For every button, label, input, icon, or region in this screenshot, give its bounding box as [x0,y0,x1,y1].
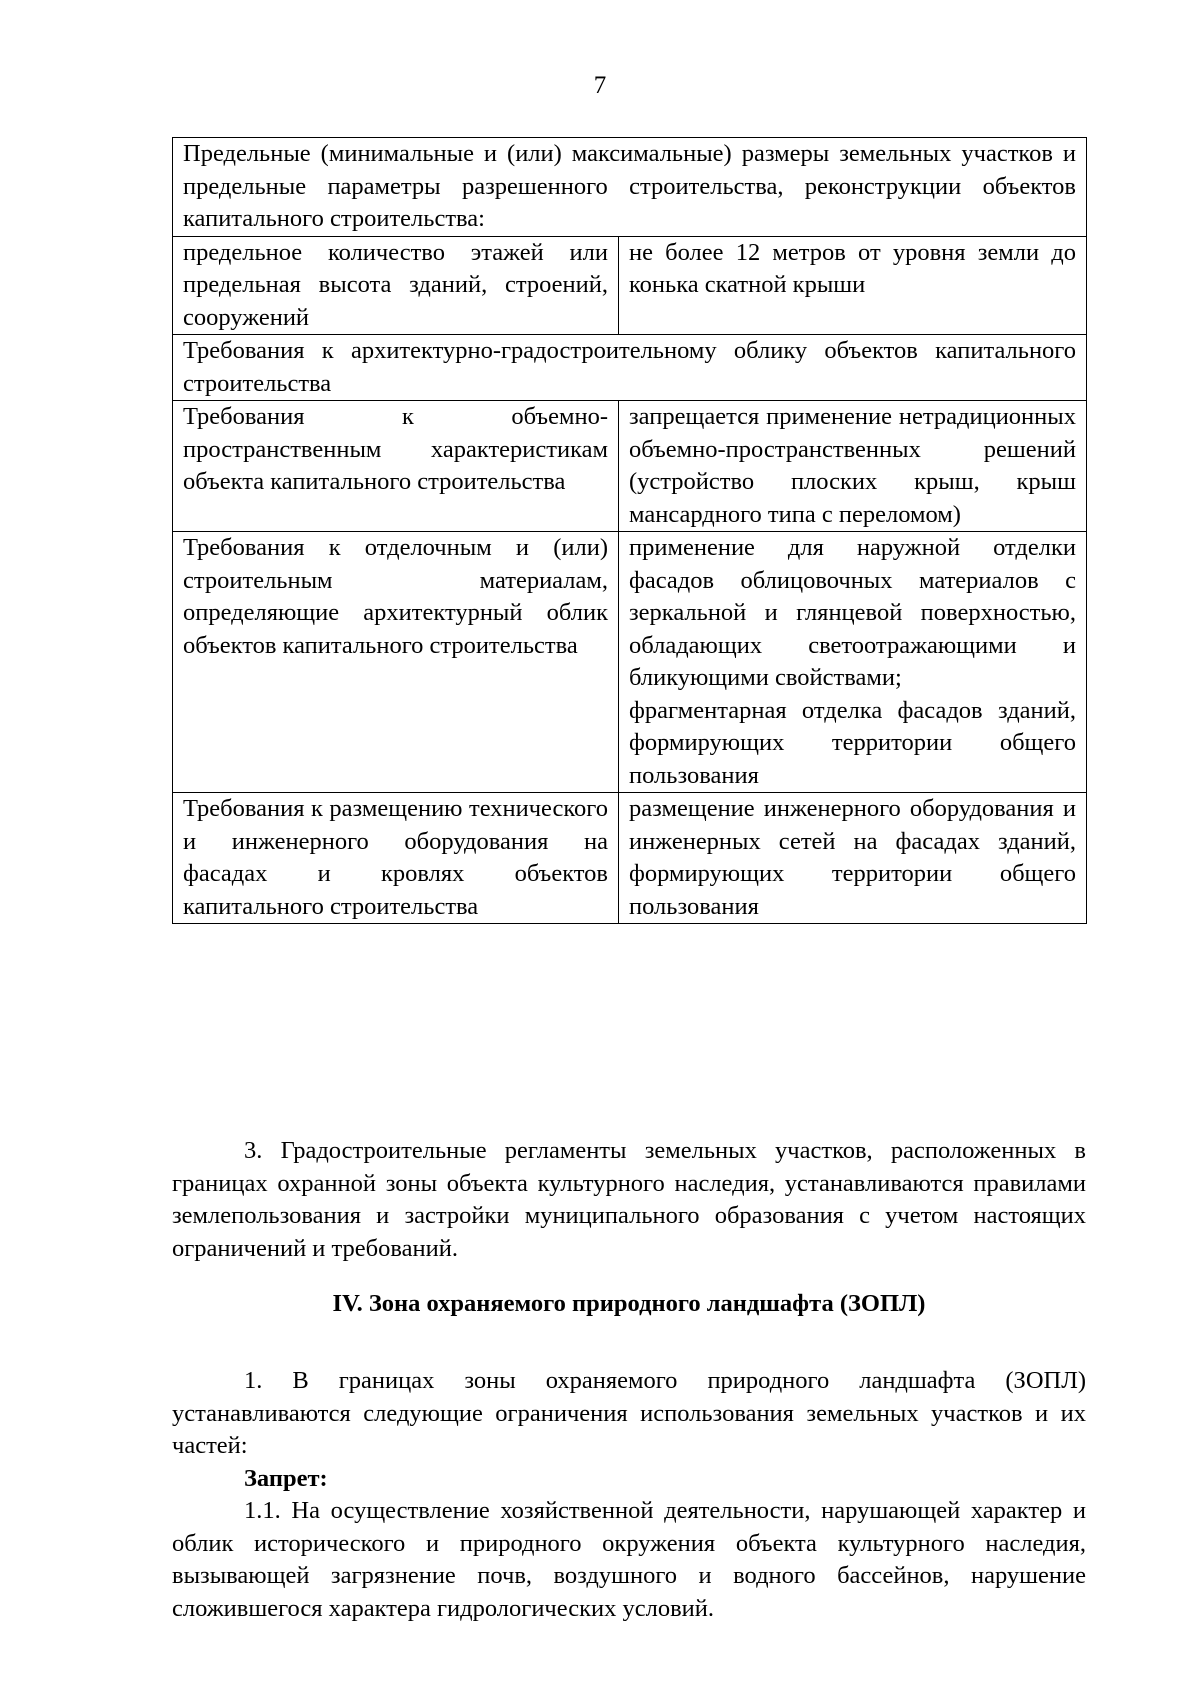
table-header-cell: Предельные (минимальные и (или) максимальные) размеры земельных участков и предельные параметры разрешенного строительства, реконструкции объектов капитального строительства: [173,138,1087,237]
paragraph-1-1: 1.1. На осуществление хозяйственной деятельности, нарушающей характер и облик исторического и природного окружения объекта культурного наследия, вызывающей загрязнение почв, воздушного и водного бассейнов, нарушение сложившегося характера гидрологических условий. [172,1497,1086,1622]
table-cell: запрещается применение нетрадиционных объемно-пространственных решений (устройство плоских крыш, крыш мансардного типа с переломом) [619,401,1087,532]
section-iv-content [172,1365,1086,1625]
paragraph-1: 1. В границах зоны охраняемого природного ландшафта (ЗОПЛ) устанавливаются следующие ограничения использования земельных участков и их частей: [172,1367,1086,1459]
table-cell: предельное количество этажей или предельная высота зданий, строений, сооружений [173,236,619,335]
table-cell: Требования к размещению технического и инженерного оборудования на фасадах и кровлях объектов капитального строительства [173,793,619,924]
table-row [173,138,1087,237]
paragraph-3-block [172,1135,1086,1265]
table-row [173,793,1087,924]
section-iv-block [172,1288,1086,1321]
table-cell: размещение инженерного оборудования и инженерных сетей на фасадах зданий, формирующих территории общего пользования [619,793,1087,924]
section-heading: IV. Зона охраняемого природного ландшафта (ЗОПЛ) [332,1290,926,1317]
table-cell-text: применение для наружной отделки фасадов облицовочных материалов с зеркальной и глянцевой поверхностью, обладающих светоотражающими и бликующими свойствами; [629,534,1076,691]
table-row [173,401,1087,532]
table-cell: Требования к объемно-пространственным характеристикам объекта капитального строительства [173,401,619,532]
table-header-cell: Требования к архитектурно-градостроительному облику объектов капитального строительства [173,335,1087,401]
table-cell [619,532,1087,793]
table-row [173,236,1087,335]
table-row [173,335,1087,401]
paragraph-3: 3. Градостроительные регламенты земельных участков, расположенных в границах охранной зоны объекта культурного наследия, устанавливаются правилами землепользования и застройки муниципального образования с учетом настоящих ограничений и требований. [172,1137,1086,1262]
table-row [173,532,1087,793]
page-number: 7 [593,72,607,99]
table-cell: не более 12 метров от уровня земли до конька скатной крыши [619,236,1087,335]
table-cell-text: фрагментарная отделка фасадов зданий, формирующих территории общего пользования [629,696,1076,789]
regulations-table [172,137,1087,924]
prohibition-label: Запрет: [244,1464,328,1492]
table-cell: Требования к отделочным и (или) строительным материалам, определяющие архитектурный облик объектов капитального строительства [173,532,619,793]
